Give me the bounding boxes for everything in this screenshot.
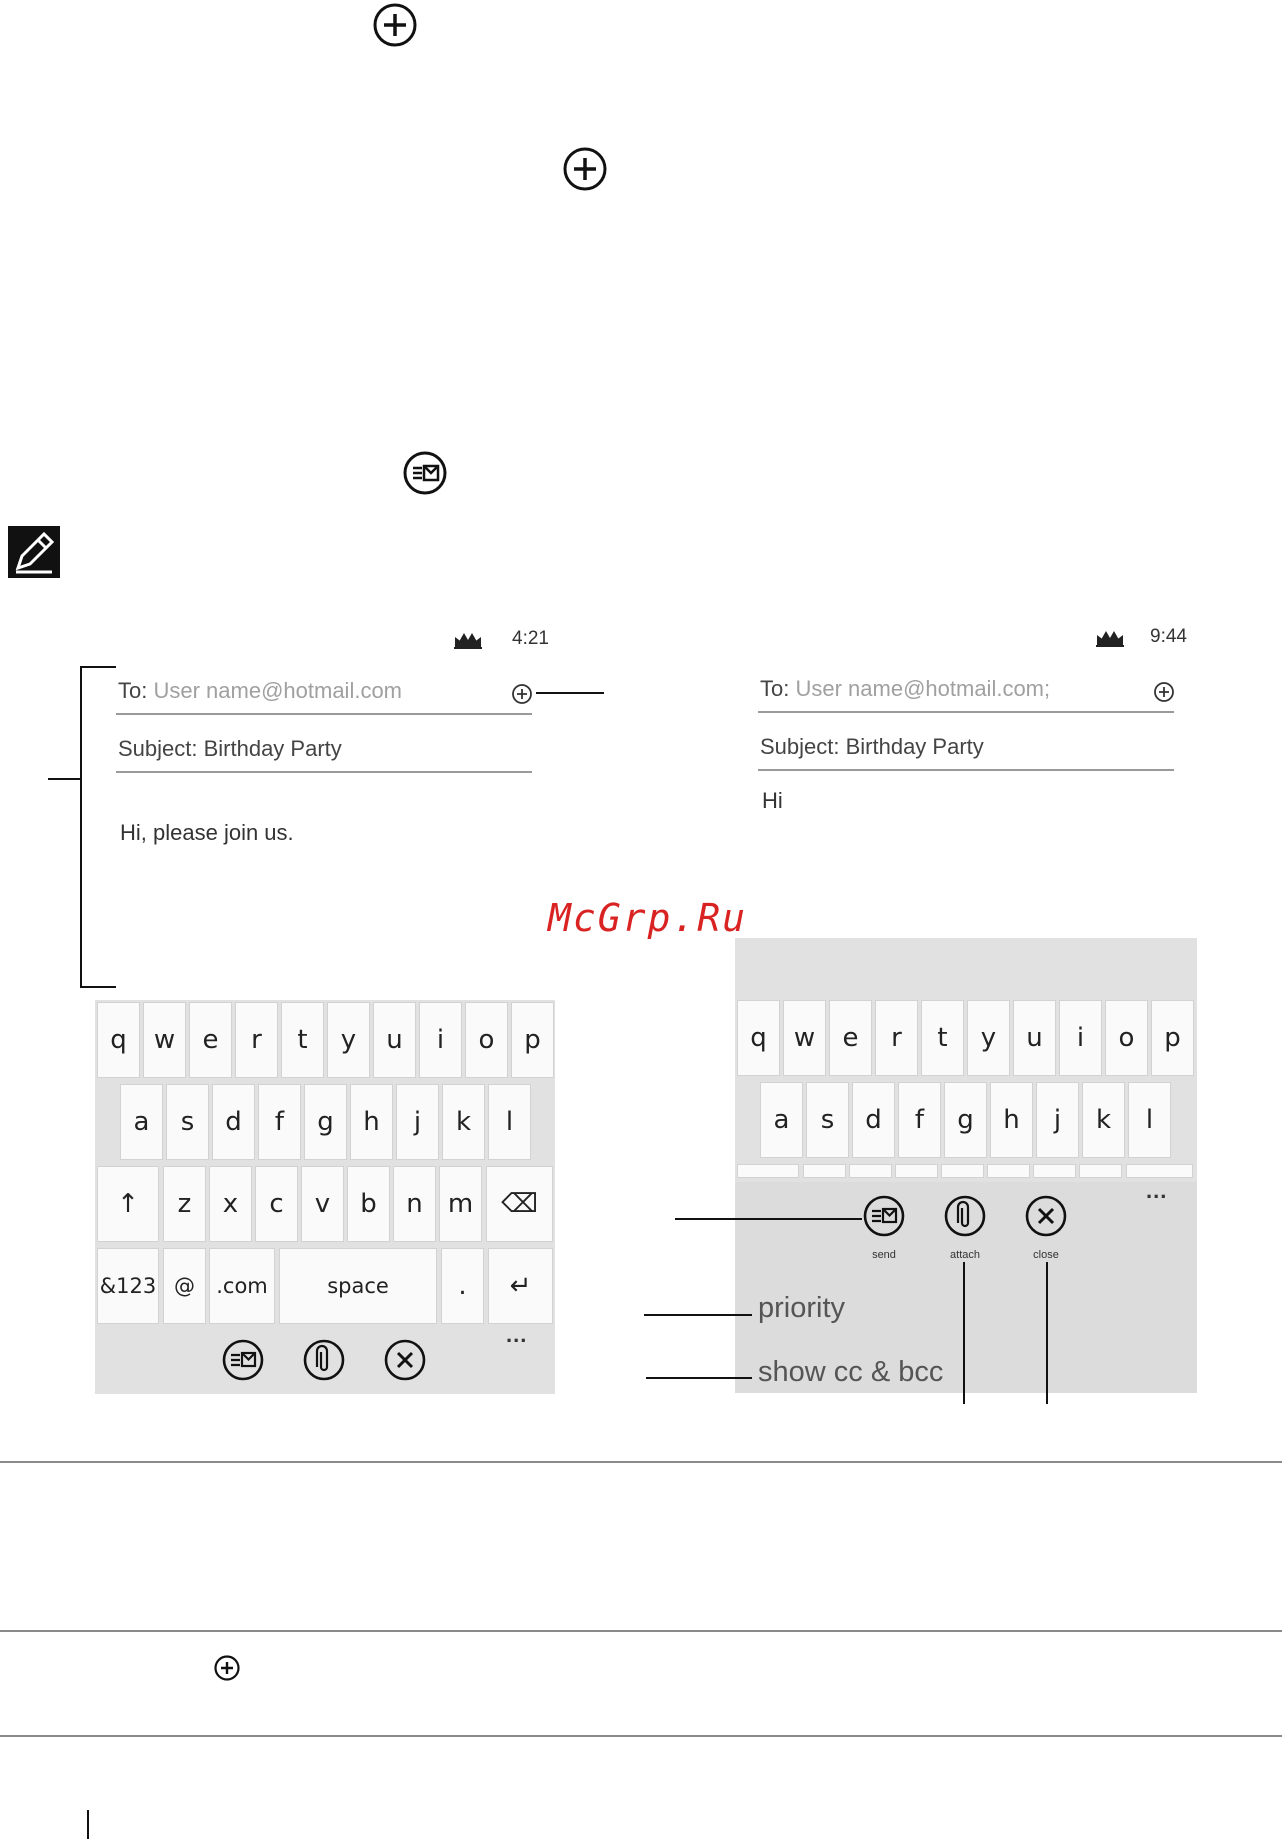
key[interactable]: o (465, 1002, 508, 1078)
bracket-callout (80, 666, 82, 988)
table-rule (0, 1630, 1282, 1632)
add-recipient-icon[interactable] (1153, 681, 1175, 703)
key[interactable]: f (898, 1082, 941, 1158)
key[interactable]: p (511, 1002, 554, 1078)
message-body[interactable]: Hi (762, 788, 783, 813)
menu-show-cc-bcc[interactable]: show cc & bcc (758, 1356, 944, 1388)
key[interactable] (987, 1164, 1030, 1178)
key[interactable]: i (1059, 1000, 1102, 1076)
send-button[interactable] (862, 1194, 906, 1238)
send-button[interactable] (221, 1338, 265, 1382)
add-recipient-icon[interactable] (511, 683, 533, 705)
add-icon-callout (536, 692, 604, 694)
key[interactable]: q (737, 1000, 780, 1076)
to-field[interactable] (760, 676, 1050, 702)
key[interactable]: y (967, 1000, 1010, 1076)
key[interactable] (895, 1164, 938, 1178)
attach-label: attach (950, 1249, 980, 1261)
bracket-callout (80, 666, 116, 668)
key[interactable] (1079, 1164, 1122, 1178)
to-underline (758, 711, 1174, 713)
key[interactable]: ↵ (488, 1248, 553, 1324)
to-value: User name@hotmail.com (153, 678, 403, 703)
subject-field[interactable]: Subject: Birthday Party (118, 736, 342, 761)
key[interactable]: j (396, 1084, 439, 1160)
key[interactable]: k (442, 1084, 485, 1160)
key[interactable]: . (441, 1248, 484, 1324)
table-rule (0, 1735, 1282, 1737)
key[interactable]: &123 (97, 1248, 159, 1324)
more-dots[interactable]: ... (1146, 1178, 1168, 1203)
key[interactable]: space (279, 1248, 437, 1324)
key[interactable]: s (166, 1084, 209, 1160)
key[interactable]: a (120, 1084, 163, 1160)
key[interactable]: h (350, 1084, 393, 1160)
key[interactable]: r (235, 1002, 278, 1078)
key[interactable]: f (258, 1084, 301, 1160)
key[interactable] (849, 1164, 892, 1178)
subject-field[interactable]: Subject: Birthday Party (760, 734, 984, 759)
bracket-callout (48, 778, 80, 780)
more-dots[interactable]: ... (506, 1322, 528, 1347)
key[interactable]: l (1128, 1082, 1171, 1158)
key[interactable]: x (209, 1166, 252, 1242)
key[interactable]: g (944, 1082, 987, 1158)
key[interactable]: ↑ (97, 1166, 159, 1242)
page-margin-mark (87, 1810, 89, 1839)
close-label: close (1033, 1249, 1059, 1261)
to-field[interactable] (118, 678, 402, 704)
priority-callout (644, 1314, 752, 1316)
key[interactable]: z (163, 1166, 206, 1242)
cc-bcc-callout (646, 1377, 752, 1379)
status-time: 9:44 (1150, 626, 1187, 647)
key[interactable]: k (1082, 1082, 1125, 1158)
close-button[interactable] (383, 1338, 427, 1382)
status-time: 4:21 (512, 628, 549, 649)
key[interactable] (941, 1164, 984, 1178)
subject-underline (758, 769, 1174, 771)
key[interactable]: n (393, 1166, 436, 1242)
send-mail-icon (402, 450, 448, 496)
send-label: send (872, 1249, 896, 1261)
key[interactable]: ⌫ (486, 1166, 553, 1242)
key[interactable] (737, 1164, 799, 1178)
subject-underline (116, 771, 532, 773)
key[interactable]: w (143, 1002, 186, 1078)
menu-priority[interactable]: priority (758, 1292, 846, 1324)
to-label: To: (118, 678, 148, 703)
key[interactable]: q (97, 1002, 140, 1078)
key[interactable]: e (829, 1000, 872, 1076)
key[interactable]: l (488, 1084, 531, 1160)
network-signal-icon (1094, 628, 1126, 648)
network-signal-icon (452, 630, 484, 650)
key[interactable]: @ (163, 1248, 206, 1324)
close-callout (1046, 1262, 1048, 1404)
attach-button[interactable] (302, 1338, 346, 1382)
add-circle-icon (213, 1654, 241, 1682)
send-callout (675, 1218, 862, 1220)
key[interactable]: v (301, 1166, 344, 1242)
key[interactable]: g (304, 1084, 347, 1160)
add-circle-icon (562, 146, 608, 192)
bracket-callout (80, 986, 116, 988)
key[interactable]: w (783, 1000, 826, 1076)
to-label: To: (760, 676, 790, 701)
key[interactable]: u (1013, 1000, 1056, 1076)
table-rule (0, 1461, 1282, 1463)
key[interactable]: p (1151, 1000, 1194, 1076)
key[interactable]: s (806, 1082, 849, 1158)
key[interactable]: t (921, 1000, 964, 1076)
note-pencil-icon (8, 526, 60, 578)
key[interactable]: r (875, 1000, 918, 1076)
key[interactable]: a (760, 1082, 803, 1158)
key[interactable]: j (1036, 1082, 1079, 1158)
key[interactable]: i (419, 1002, 462, 1078)
watermark: McGrp.Ru (548, 896, 748, 940)
to-underline (116, 713, 532, 715)
key[interactable]: h (990, 1082, 1033, 1158)
key[interactable]: d (852, 1082, 895, 1158)
key[interactable]: y (327, 1002, 370, 1078)
add-circle-icon (372, 2, 418, 48)
key[interactable] (1126, 1164, 1193, 1178)
key[interactable]: o (1105, 1000, 1148, 1076)
key[interactable]: .com (209, 1248, 275, 1324)
key[interactable]: d (212, 1084, 255, 1160)
key[interactable]: b (347, 1166, 390, 1242)
to-value: User name@hotmail.com; (795, 676, 1051, 701)
key[interactable]: c (255, 1166, 298, 1242)
attach-callout (963, 1262, 965, 1404)
key[interactable]: u (373, 1002, 416, 1078)
close-button[interactable] (1024, 1194, 1068, 1238)
key[interactable] (1033, 1164, 1076, 1178)
key[interactable]: e (189, 1002, 232, 1078)
key[interactable]: m (439, 1166, 482, 1242)
key[interactable]: t (281, 1002, 324, 1078)
key[interactable] (803, 1164, 846, 1178)
message-body[interactable]: Hi, please join us. (120, 820, 294, 845)
attach-button[interactable] (943, 1194, 987, 1238)
